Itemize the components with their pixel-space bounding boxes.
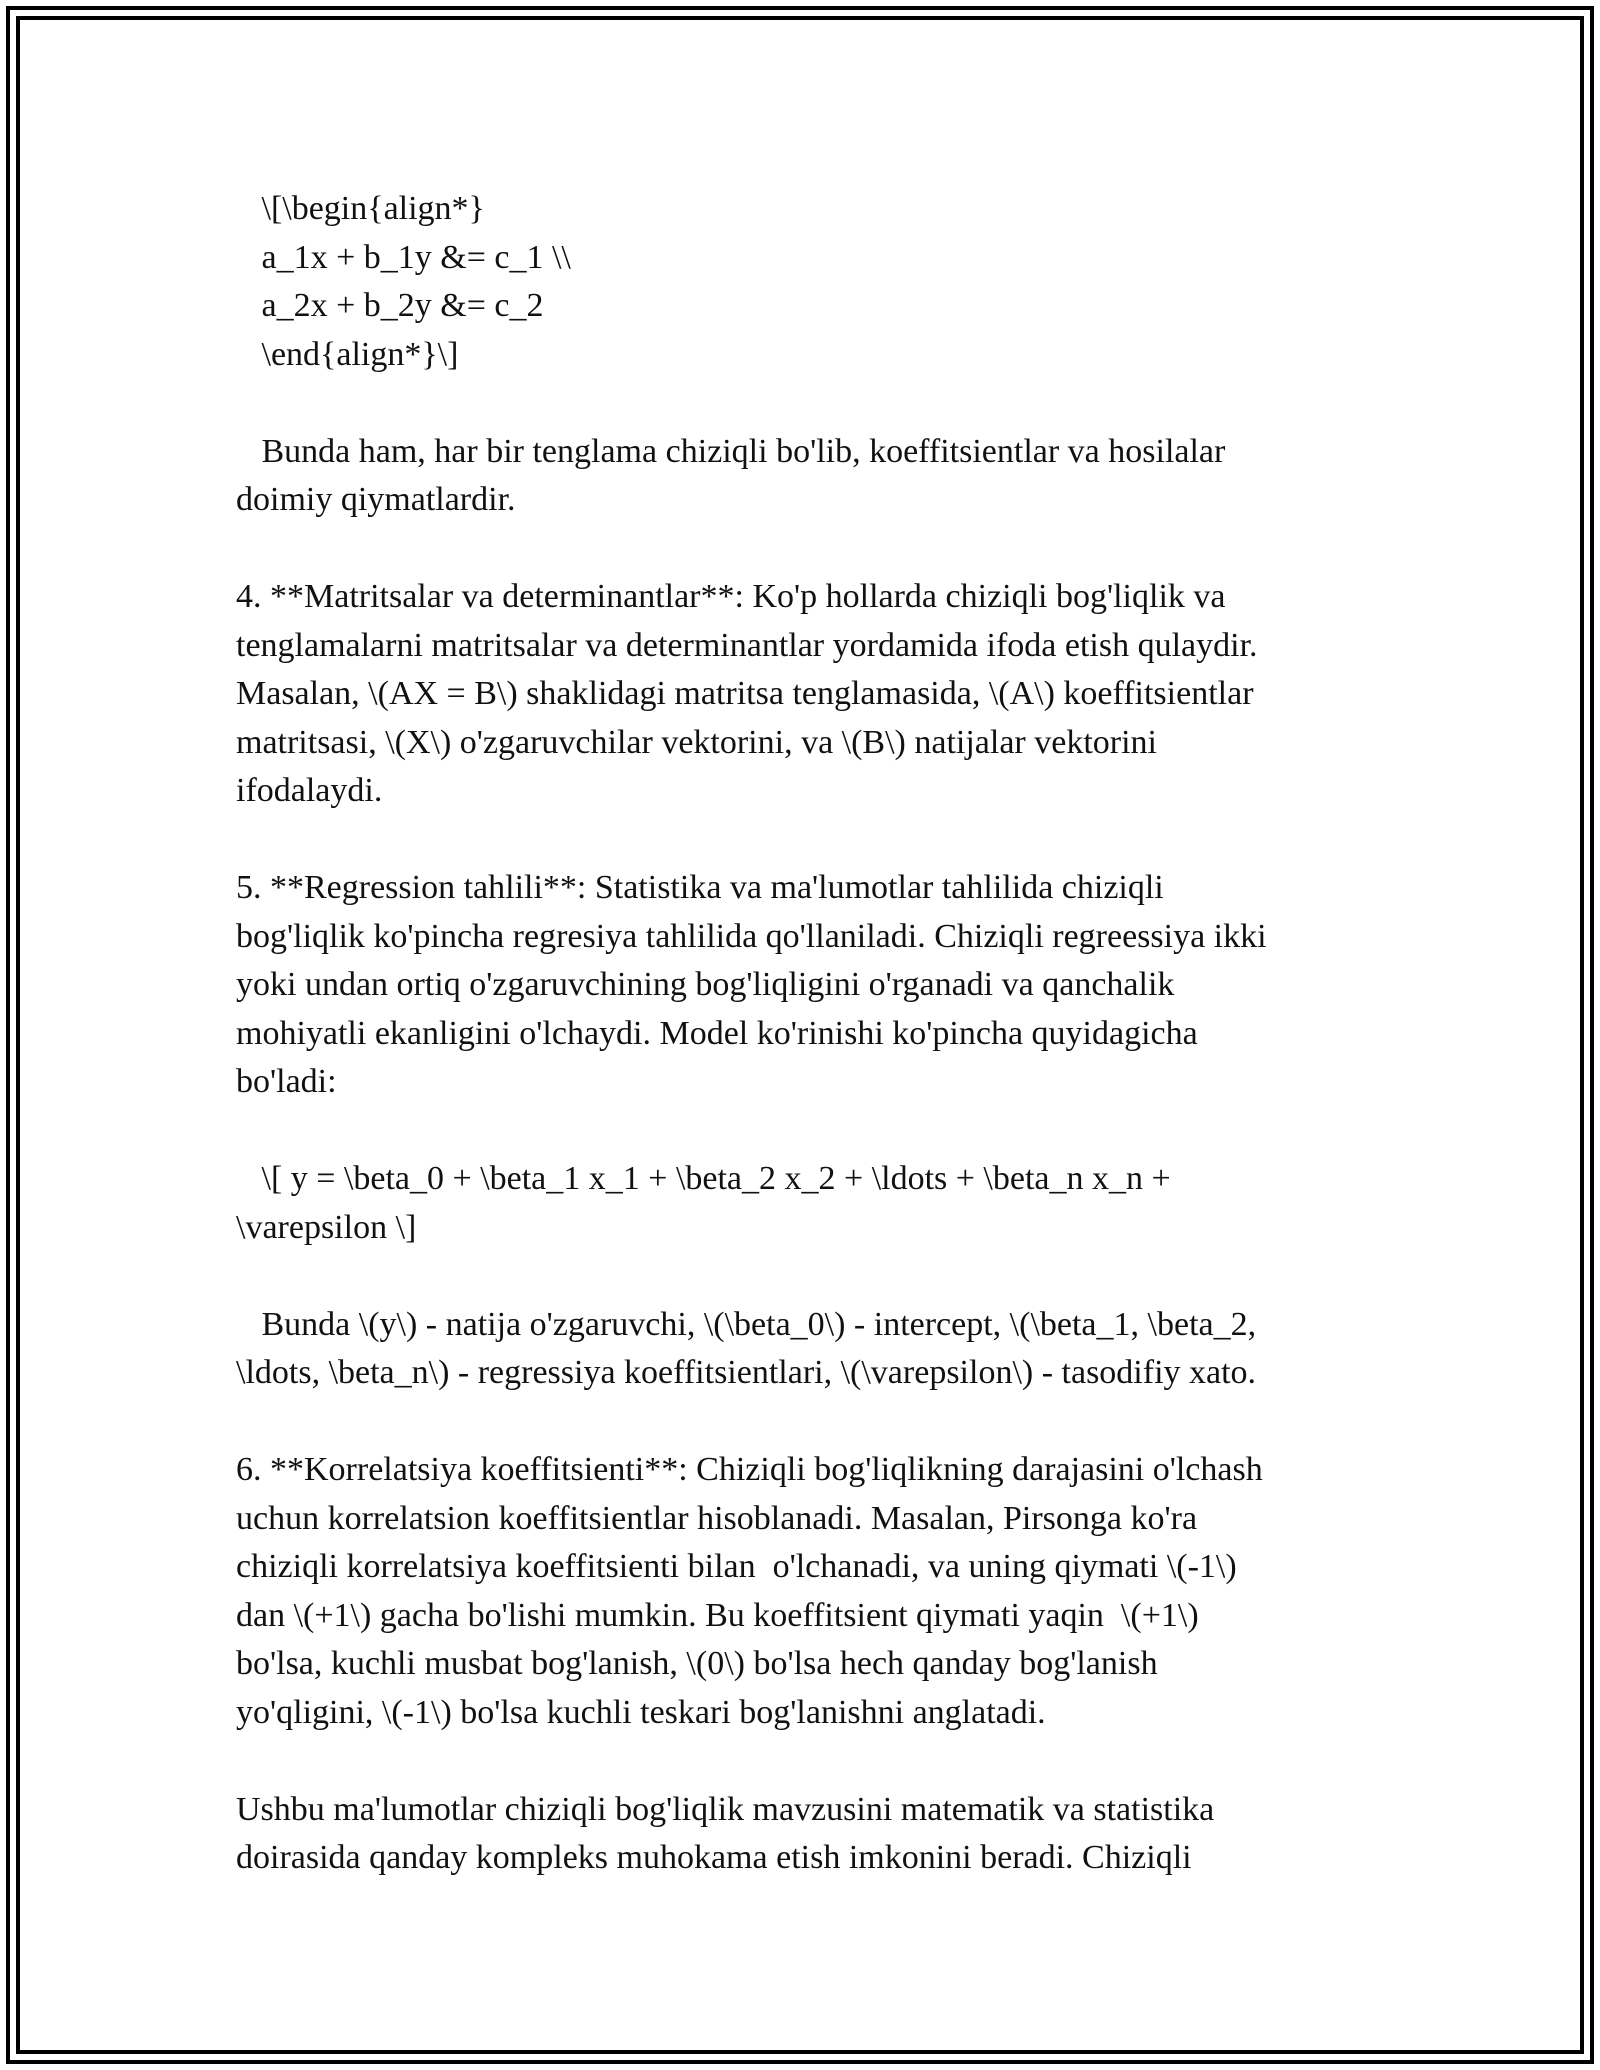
text-line: Masalan, \(AX = B\) shaklidagi matritsa tenglamasida, \(A\) koeffitsientlar: [236, 675, 1254, 712]
text-line: Bunda ham, har bir tenglama chiziqli bo'lib, koeffitsientlar va hosilalar: [236, 432, 1226, 470]
text-line: bo'lsa, kuchli musbat bog'lanish, \(0\) bo'lsa hech qanday bog'lanish: [236, 1645, 1158, 1682]
equation-line: \[ y = \beta_0 + \beta_1 x_1 + \beta_2 x_2 + \ldots + \beta_n x_n +: [236, 1160, 1171, 1197]
text-line: tenglamalarni matritsalar va determinantlar yordamida ifoda etish qulaydir.: [236, 626, 1258, 664]
equation-line: a_1x + b_1y &= c_1 \\: [236, 238, 571, 276]
text-line: bog'liqlik ko'pincha regresiya tahlilida qo'llaniladi. Chiziqli regreessiya ikki: [236, 917, 1267, 955]
text-line: 6. **Korrelatsiya koeffitsienti**: Chiziqli bog'liqlikning darajasini o'lchash: [236, 1451, 1263, 1488]
equation-line: \[\begin{align*}: [236, 190, 485, 227]
text-line: doirasida qanday kompleks muhokama etish imkonini beradi. Chiziqli: [236, 1839, 1192, 1876]
equation-line: \end{align*}\]: [236, 335, 459, 373]
paragraph-gap: [236, 1107, 1376, 1156]
text-line: mohiyatli ekanligini o'lchaydi. Model ko'rinishi ko'pincha quyidagicha: [236, 1014, 1198, 1052]
text-line: \ldots, \beta_n\) - regressiya koeffitsientlari, \(\varepsilon\) - tasodifiy xato.: [236, 1354, 1257, 1391]
text-line: 5. **Regression tahlili**: Statistika va ma'lumotlar tahlilida chiziqli: [236, 869, 1164, 906]
text-line: yo'qligini, \(-1\) bo'lsa kuchli teskari bog'lanishni anglatadi.: [236, 1693, 1046, 1731]
text-line: ifodalaydi.: [236, 772, 383, 809]
equation-line: \varepsilon \]: [236, 1208, 417, 1246]
paragraph-gap: [236, 1398, 1376, 1447]
text-line: bo'ladi:: [236, 1063, 337, 1100]
paragraph-gap: [236, 1737, 1376, 1786]
text-line: Bunda \(y\) - natija o'zgaruvchi, \(\beta_0\) - intercept, \(\beta_1, \beta_2,: [236, 1305, 1257, 1343]
paragraph-gap: [236, 816, 1376, 865]
text-line: Ushbu ma'lumotlar chiziqli bog'liqlik mavzusini matematik va statistika: [236, 1790, 1215, 1828]
paragraph-gap: [236, 525, 1376, 574]
text-line: yoki undan ortiq o'zgaruvchining bog'liqligini o'rganadi va qanchalik: [236, 966, 1175, 1003]
text-line: matritsasi, \(X\) o'zgaruvchilar vektorini, va \(B\) natijalar vektorini: [236, 723, 1158, 761]
text-line: 4. **Matritsalar va determinantlar**: Ko'p hollarda chiziqli bog'liqlik va: [236, 578, 1226, 615]
document-body: [236, 185, 1376, 1883]
paragraph-gap: [236, 379, 1376, 428]
text-line: uchun korrelatsion koeffitsientlar hisoblanadi. Masalan, Pirsonga ko'ra: [236, 1499, 1198, 1537]
text-line: doimiy qiymatlardir.: [236, 481, 516, 518]
text-line: dan \(+1\) gacha bo'lishi mumkin. Bu koeffitsient qiymati yaqin \(+1\): [236, 1596, 1199, 1634]
paragraph-gap: [236, 1252, 1376, 1301]
equation-line: a_2x + b_2y &= c_2: [236, 287, 544, 324]
text-line: chiziqli korrelatsiya koeffitsienti bilan o'lchanadi, va uning qiymati \(-1\): [236, 1548, 1237, 1585]
